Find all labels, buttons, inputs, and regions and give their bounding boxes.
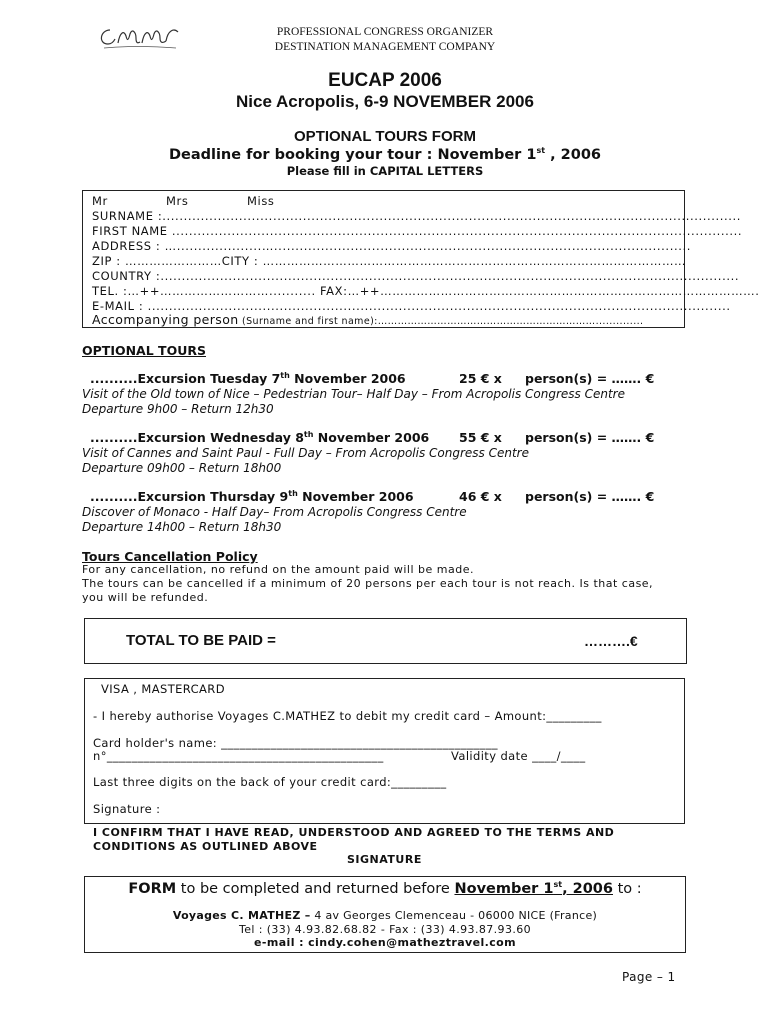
deadline-year: , 2006 [545, 146, 602, 163]
title-mrs[interactable]: Mrs [166, 194, 189, 208]
tour-date: November 2006 [313, 430, 430, 446]
zip-city-field[interactable]: ZIP : ……………………CITY : …………………………………………………………………………………………… [92, 254, 687, 268]
policy-line-3: you will be refunded. [82, 591, 209, 604]
tour-sup: th [288, 489, 298, 498]
address-field[interactable]: ADDRESS : …....................….................................................................................................. [92, 239, 691, 253]
policy-heading: Tours Cancellation Policy [82, 549, 258, 564]
cvv-field[interactable]: Last three digits on the back of your credit card:_________ [93, 775, 447, 789]
confirm-line-1: I CONFIRM THAT I HAVE READ, UNDERSTOOD AND AGREED TO THE TERMS AND [93, 826, 615, 839]
accompanying-dots: ………………………………………………………….............. [377, 316, 644, 327]
tour-wednesday-departure: Departure 09h00 – Return 18h00 [82, 461, 282, 475]
tour-sup: th [280, 371, 290, 380]
tour-tuesday-price: 25 € x [459, 371, 502, 386]
surname-field[interactable]: SURNAME :........................................................................................................................................ [92, 209, 742, 223]
header-line-2: DESTINATION MANAGEMENT COMPANY [274, 41, 496, 53]
payment-authorise[interactable]: - I hereby authorise Voyages C.MATHEZ to debit my credit card – Amount:_________ [93, 709, 602, 723]
company-address: 4 av Georges Clemenceau - 06000 NICE (France) [310, 909, 598, 922]
tour-label: ..........Excursion Tuesday 7 [90, 371, 281, 387]
return-form-word: FORM [128, 880, 177, 897]
total-box [84, 618, 687, 664]
page-number: Page – 1 [622, 970, 676, 984]
tour-thursday-price: 46 € x [459, 489, 502, 504]
form-deadline [0, 146, 770, 163]
tour-date: November 2006 [289, 371, 406, 387]
tour-wednesday-price: 55 € x [459, 430, 502, 445]
tour-tuesday-persons[interactable]: person(s) = ……. € [525, 371, 655, 386]
deadline-sup: st [536, 146, 546, 155]
tour-label: ..........Excursion Wednesday 8 [90, 430, 304, 446]
return-deadline-sup: st [553, 880, 563, 889]
tour-thursday-title[interactable] [90, 489, 414, 504]
tour-tuesday-departure: Departure 9h00 – Return 12h30 [82, 402, 274, 416]
form-instruction: Please fill in CAPITAL LETTERS [286, 164, 484, 178]
total-value[interactable]: ……….€ [584, 633, 638, 649]
return-company [85, 909, 685, 922]
tour-tuesday-description: Visit of the Old town of Nice – Pedestrian Tour– Half Day – From Acropolis Congress Centre [82, 387, 625, 401]
tour-wednesday-persons[interactable]: person(s) = ……. € [525, 430, 655, 445]
logo-graphic [96, 22, 182, 52]
signature-field[interactable]: Signature : [93, 802, 161, 816]
email-field[interactable]: E-MAIL : ......................................................................................................................................... [92, 299, 731, 313]
return-middle: to be completed and returned before [176, 880, 455, 897]
tel-fax-field[interactable]: TEL. :…++………………………........... FAX:…++…………………………………………………………………………………. [92, 284, 760, 298]
total-label: TOTAL TO BE PAID = [126, 632, 276, 649]
return-box [84, 876, 686, 953]
return-end: to : [612, 880, 642, 897]
personal-details-box [82, 190, 760, 328]
policy-line-1: For any cancellation, no refund on the amount paid will be made. [82, 563, 474, 576]
tour-tuesday-title[interactable] [90, 371, 406, 386]
payment-cards[interactable]: VISA , MASTERCARD [101, 682, 225, 696]
first-name-field[interactable]: FIRST NAME ...................................................................................................................................... [92, 224, 743, 238]
return-deadline-text: November 1 [454, 880, 554, 897]
card-holder-field[interactable]: Card holder's name: _____________________________________________ [93, 736, 498, 750]
payment-box [84, 678, 685, 824]
validity-date-field[interactable]: Validity date ____/____ [451, 749, 586, 763]
header-line-1: PROFESSIONAL CONGRESS ORGANIZER [276, 26, 494, 38]
event-title: EUCAP 2006 [328, 70, 442, 91]
form-title: OPTIONAL TOURS FORM [294, 128, 476, 145]
tour-label: ..........Excursion Thursday 9 [90, 489, 289, 505]
card-number-field[interactable]: n°_____________________________________________ [93, 749, 384, 763]
accompanying-label: Accompanying person [92, 312, 239, 327]
title-miss[interactable]: Miss [247, 194, 275, 208]
return-email[interactable]: e-mail : cindy.cohen@matheztravel.com [254, 936, 516, 949]
tour-wednesday-description: Visit of Cannes and Saint Paul - Full Day – From Acropolis Congress Centre [82, 446, 529, 460]
return-instruction [85, 880, 685, 897]
company-name: Voyages C. MATHEZ – [172, 909, 311, 922]
tours-heading: OPTIONAL TOURS [82, 343, 206, 358]
accompanying-field[interactable] [92, 312, 677, 327]
tour-thursday-persons[interactable]: person(s) = ……. € [525, 489, 655, 504]
event-subtitle: Nice Acropolis, 6-9 NOVEMBER 2006 [236, 92, 534, 111]
confirm-line-2: CONDITIONS AS OUTLINED ABOVE [93, 840, 318, 853]
deadline-text: Deadline for booking your tour : November 1 [168, 146, 537, 163]
company-logo [96, 22, 182, 52]
confirm-signature: SIGNATURE [347, 853, 422, 866]
tour-sup: th [303, 430, 314, 439]
tour-date: November 2006 [297, 489, 414, 505]
return-deadline [454, 881, 613, 897]
return-deadline-year: , 2006 [562, 880, 613, 897]
tour-wednesday-title[interactable] [90, 430, 429, 445]
return-contact: Tel : (33) 4.93.82.68.82 - Fax : (33) 4.93.87.93.60 [238, 923, 532, 936]
country-field[interactable]: COUNTRY :........................................................................................................................................ [92, 269, 740, 283]
accompanying-hint: (Surname and first name): [238, 316, 378, 327]
tour-thursday-departure: Departure 14h00 – Return 18h30 [82, 520, 282, 534]
tour-thursday-description: Discover of Monaco - Half Day– From Acropolis Congress Centre [82, 505, 467, 519]
policy-line-2: The tours can be cancelled if a minimum of 20 persons per each tour is not reach. Is that case, [82, 577, 654, 590]
title-mr[interactable]: Mr [92, 194, 108, 208]
